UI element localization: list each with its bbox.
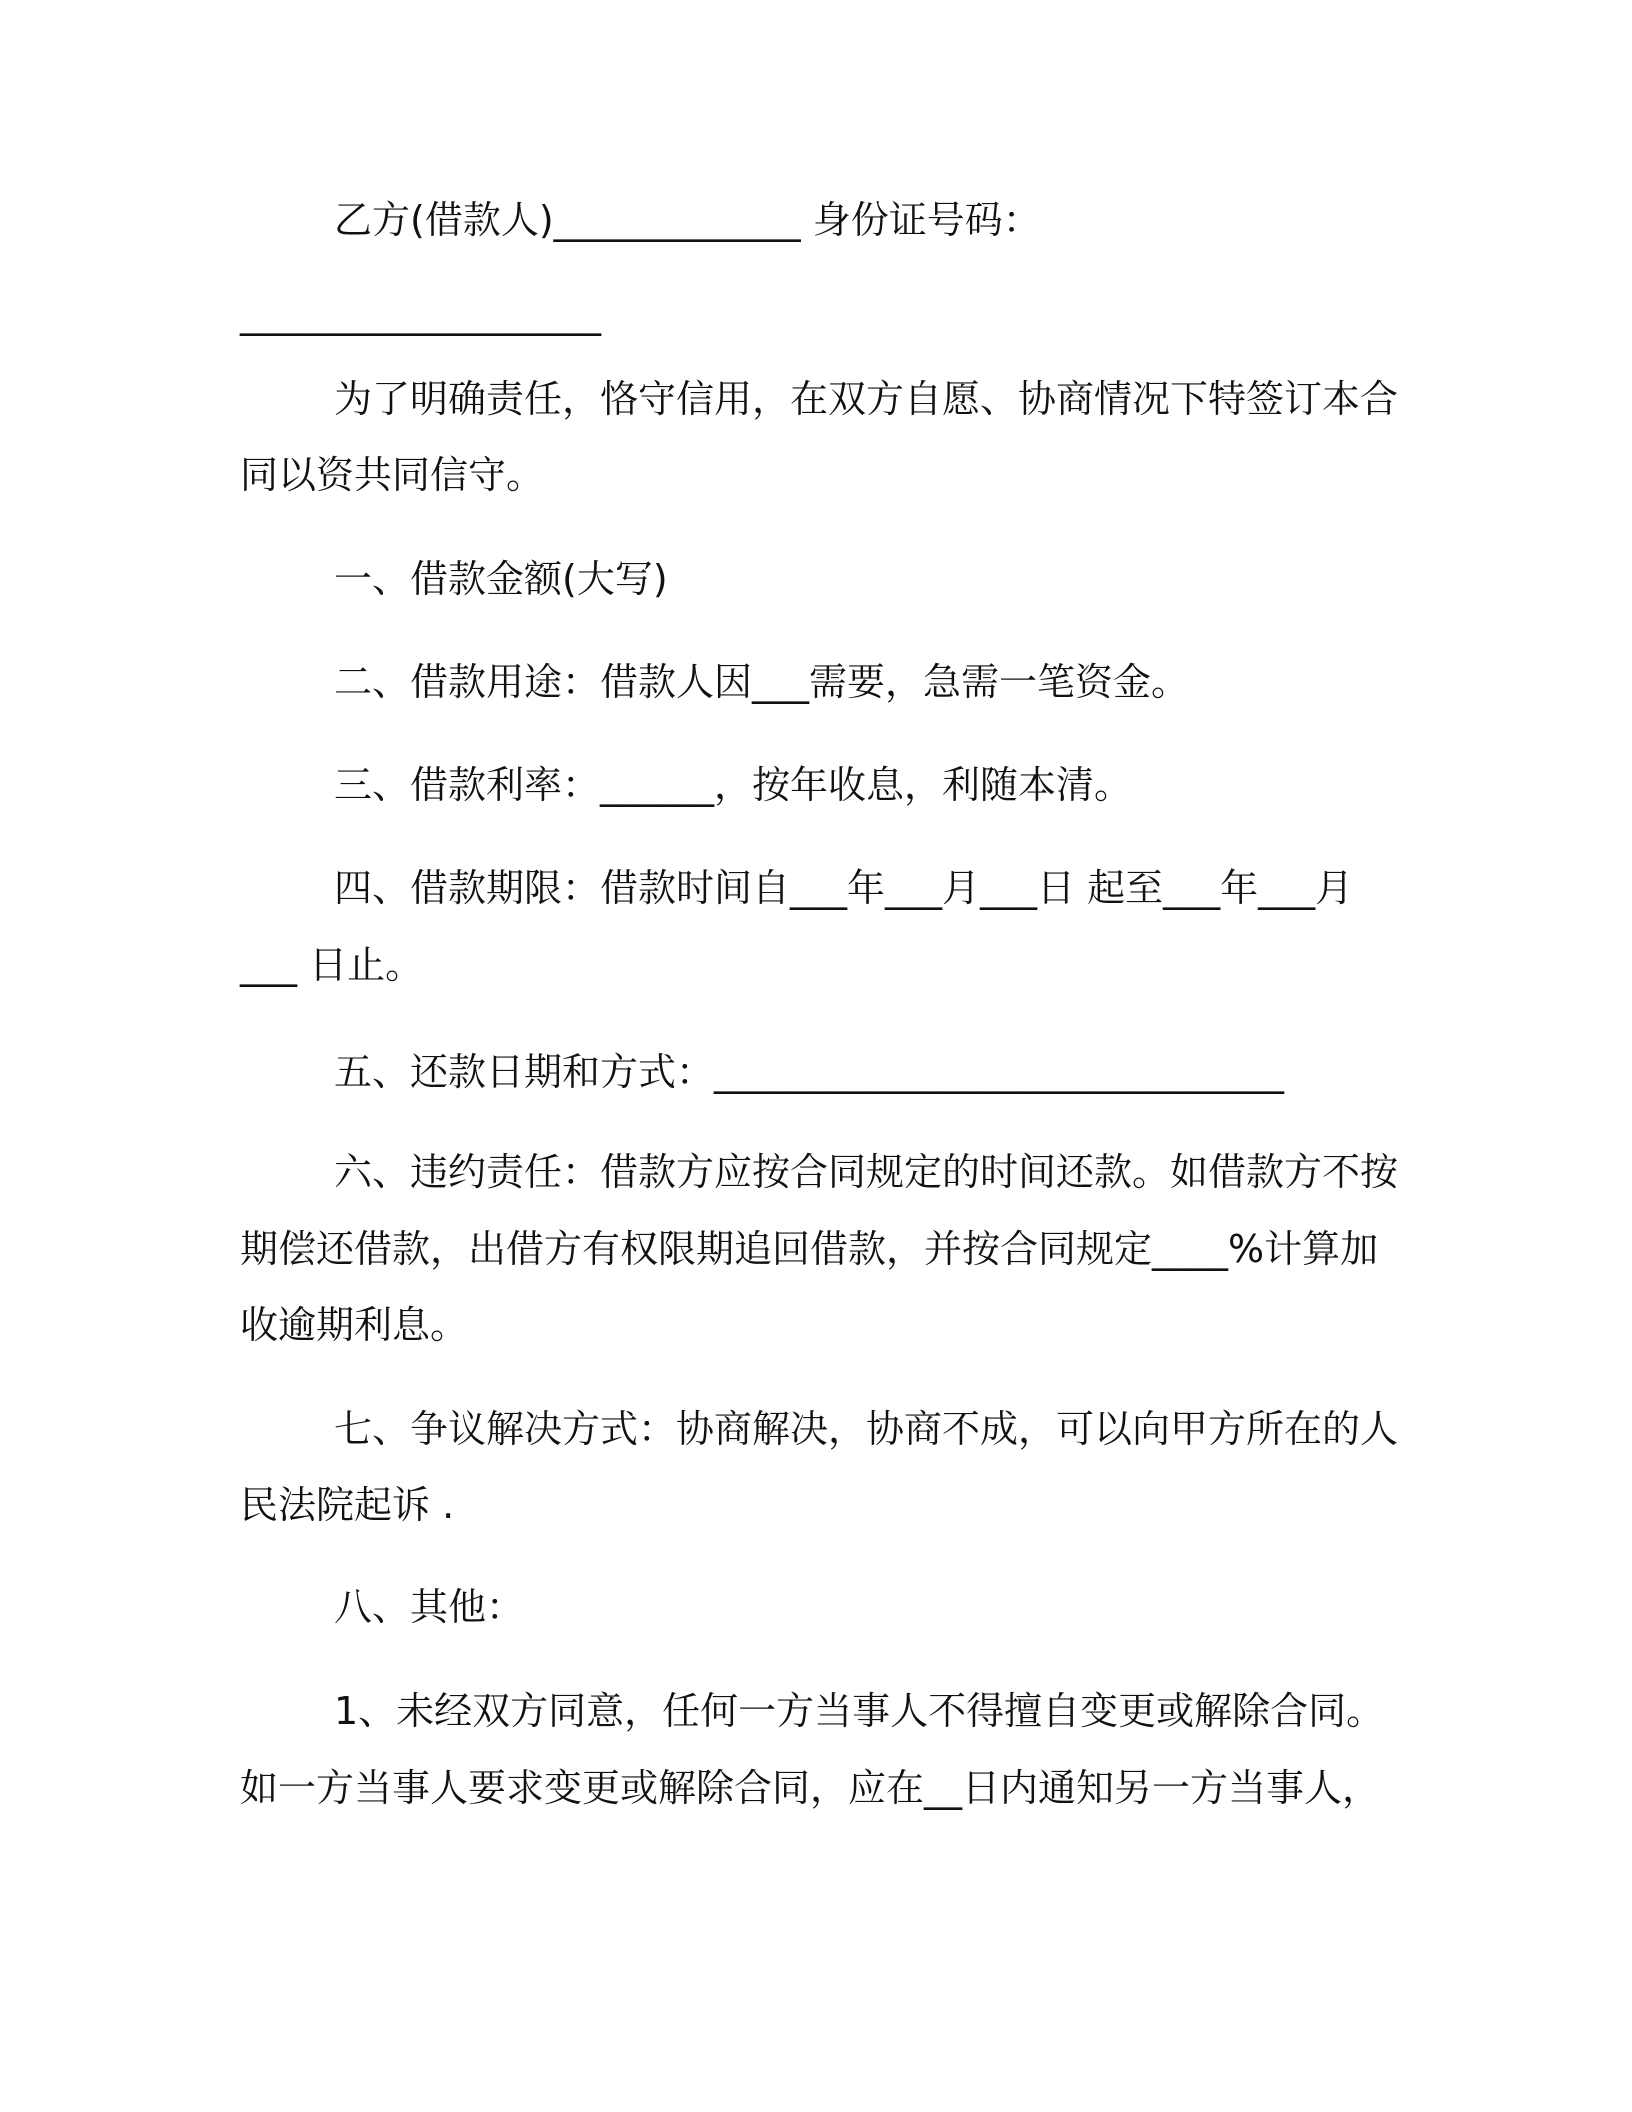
text-line-10: 五、还款日期和方式：______________________________ [334, 1050, 1285, 1094]
text-line-5: 一、借款金额(大写) [334, 557, 668, 601]
text-line-17: 1、未经双方同意，任何一方当事人不得擅自变更或解除合同。 [334, 1689, 1385, 1733]
text-line-7: 三、借款利率：______，按年收息，利随本清。 [334, 763, 1133, 807]
text-line-1: 乙方(借款人)_____________ 身份证号码： [334, 198, 1041, 242]
text-line-13: 收逾期利息。 [240, 1303, 469, 1347]
text-line-3: 为了明确责任，恪守信用，在双方自愿、协商情况下特签订本合 [334, 377, 1399, 421]
text-line-16: 八、其他： [334, 1585, 525, 1629]
text-line-15: 民法院起诉 . [240, 1483, 455, 1527]
text-line-18: 如一方当事人要求变更或解除合同，应在__日内通知另一方当事人， [240, 1766, 1381, 1810]
text-line-6: 二、借款用途：借款人因___需要，急需一笔资金。 [334, 660, 1190, 704]
text-line-9: ___ 日止。 [240, 943, 424, 987]
text-line-14: 七、争议解决方式：协商解决，协商不成，可以向甲方所在的人 [334, 1407, 1399, 1451]
text-line-4: 同以资共同信守。 [240, 453, 545, 497]
text-line-2: ___________________ [240, 292, 601, 336]
text-line-8: 四、借款期限：借款时间自___年___月___日 起至___年___月 [334, 866, 1354, 910]
text-line-12: 期偿还借款，出借方有权限期追回借款，并按合同规定____%计算加 [240, 1227, 1379, 1271]
text-line-11: 六、违约责任：借款方应按合同规定的时间还款。如借款方不按 [334, 1150, 1399, 1194]
